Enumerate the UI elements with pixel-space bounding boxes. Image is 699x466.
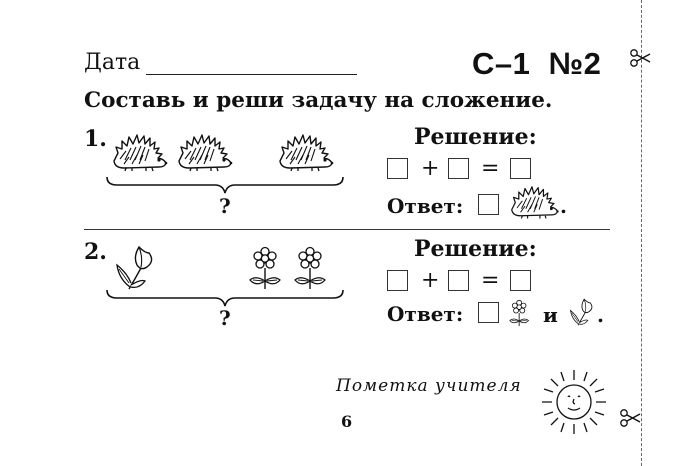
sun-icon	[538, 366, 610, 438]
hedgehog-icon	[112, 133, 170, 173]
teacher-note-label: Пометка учителя	[336, 376, 522, 396]
answer-and: и	[543, 303, 558, 327]
hedgehog-icon	[177, 133, 235, 173]
answer-box[interactable]	[478, 194, 499, 215]
answer-label: Ответ:	[387, 302, 464, 326]
variant-number: С–1 №2	[472, 46, 602, 81]
hedgehog-icon	[510, 185, 560, 219]
plus-sign: +	[421, 268, 440, 293]
solution-label: Решение:	[414, 236, 537, 262]
answer-box[interactable]	[478, 302, 499, 323]
sum-box[interactable]	[510, 270, 531, 291]
date-field[interactable]	[146, 74, 357, 75]
problem-number: 2.	[84, 239, 107, 265]
answer-end: .	[560, 194, 567, 218]
tulip-icon	[113, 245, 159, 295]
flower-icon	[292, 247, 330, 295]
divider	[84, 229, 610, 230]
addend-box[interactable]	[387, 158, 408, 179]
task-title: Составь и реши задачу на сложение.	[84, 88, 553, 113]
flower-icon	[508, 300, 534, 330]
equals-sign: =	[481, 268, 500, 293]
answer-label: Ответ:	[387, 194, 464, 218]
plus-sign: +	[421, 156, 440, 181]
sum-box[interactable]	[510, 158, 531, 179]
tulip-icon	[568, 298, 598, 330]
date-label: Дата	[84, 50, 141, 75]
addend-box[interactable]	[387, 270, 408, 291]
scissors-icon	[622, 408, 642, 428]
problem-number: 1.	[84, 126, 107, 152]
addend-box[interactable]	[448, 270, 469, 291]
equals-sign: =	[481, 156, 500, 181]
page-number: 6	[341, 412, 353, 431]
scissors-icon	[632, 48, 652, 68]
hedgehog-icon	[278, 133, 336, 173]
question-mark: ?	[219, 306, 231, 330]
question-mark: ?	[219, 194, 231, 218]
answer-end: .	[597, 303, 604, 327]
cut-line	[641, 0, 642, 466]
solution-label: Решение:	[414, 124, 537, 150]
addend-box[interactable]	[448, 158, 469, 179]
flower-icon	[247, 247, 285, 295]
